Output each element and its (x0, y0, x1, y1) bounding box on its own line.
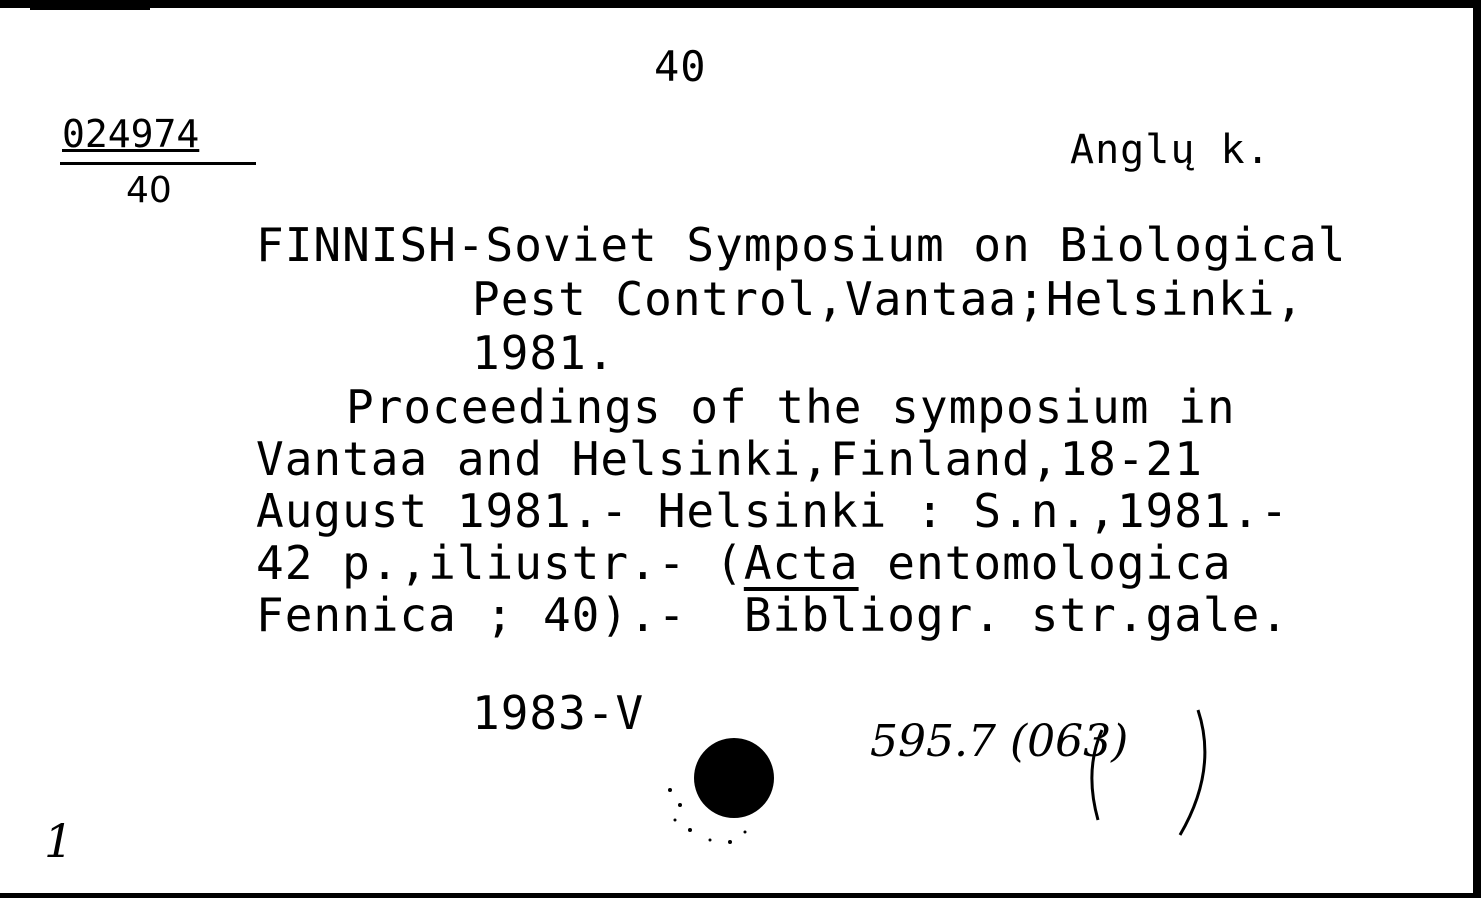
heading-line-2: Pest Control,Vantaa;Helsinki, (472, 272, 1305, 326)
body-line-3: August 1981.- Helsinki : S.n.,1981.- (256, 484, 1289, 538)
call-number-rule (60, 162, 256, 165)
body-line-4 (256, 536, 1232, 590)
volume-number: 40 (654, 42, 707, 91)
body-line-2: Vantaa and Helsinki,Finland,18-21 (256, 432, 1203, 486)
body-line-5-post: str.gale. (1002, 588, 1290, 642)
card-right-edge (1473, 0, 1481, 898)
page-mark: 1 (44, 814, 74, 868)
card-bottom-edge (0, 893, 1481, 898)
series-title-acta: Acta (743, 536, 859, 590)
body-line-4-pre: 42 p.,iliustr.- ( (256, 536, 744, 590)
bibliography-note: Bibliogr. (743, 588, 1003, 642)
heading-line-3: 1981. (472, 326, 616, 380)
year-code: 1983-V (472, 686, 645, 740)
heading-line-1: FINNISH-Soviet Symposium on Biological (256, 218, 1347, 272)
call-number-top: 024974 (62, 112, 200, 156)
body-line-4-post: entomologica (858, 536, 1232, 590)
body-line-1: Proceedings of the symposium in (346, 380, 1236, 434)
call-number-bottom: 40 (126, 170, 172, 211)
body-line-5 (256, 588, 1290, 642)
author-language-note: Anglų k. (1070, 127, 1271, 173)
punch-hole-speckles (660, 770, 750, 850)
card-top-notch (30, 6, 150, 10)
udc-bracket-mark (1080, 700, 1230, 845)
udc-handwritten: 595.7 (063) (870, 716, 1129, 767)
card-top-edge (0, 0, 1481, 8)
body-line-5-pre: Fennica ; 40).- (256, 588, 744, 642)
